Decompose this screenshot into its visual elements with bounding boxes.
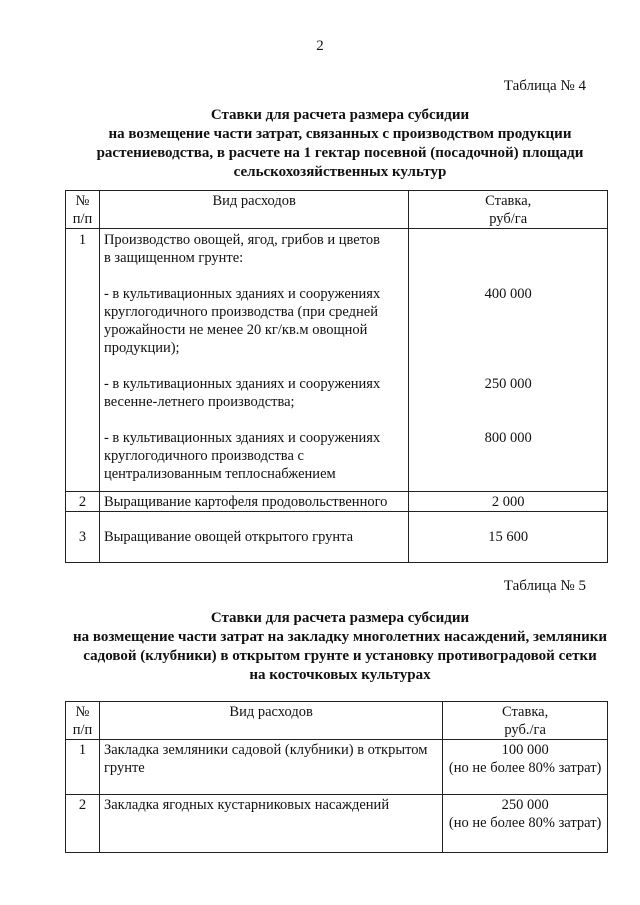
table-row [66,492,608,512]
row-desc [99,740,442,795]
table5 [65,701,608,853]
table4-title [20,106,640,182]
desc-line: круглогодичного производства с [103,448,304,464]
table-row [66,229,608,492]
rate-note: (но не более 80% затрат) [448,760,602,776]
table-row [66,795,608,853]
rate-value: 250 000 [501,797,549,813]
row-num: 2 [66,795,100,853]
row-desc [99,229,408,492]
table5-title-line: садовой (клубники) в открытом грунте и установку противоградовой сетки [83,648,597,664]
desc-line: урожайности не менее 20 кг/кв.м овощной [103,322,368,338]
row-num: 1 [66,740,100,795]
row-rate: 15 600 [409,512,608,563]
table4-header-num [66,191,100,229]
row-rate [443,740,608,795]
header-rate-line: руб/га [489,211,528,227]
header-rate-line: руб./га [504,722,546,738]
table5-header-row [66,702,608,740]
row-rate: 2 000 [409,492,608,512]
page-number: 2 [316,38,324,54]
desc-line: круглогодичного производства (при средней [103,304,378,320]
header-num-line: п/п [72,722,93,738]
rate-note: (но не более 80% затрат) [448,815,602,831]
row-num: 2 [66,492,100,512]
desc-line: грунте [103,760,145,776]
desc-line: продукции); [103,340,180,356]
table4 [65,190,608,563]
table4-header-row [66,191,608,229]
table4-header-kind: Вид расходов [99,191,408,229]
table5-header-kind: Вид расходов [99,702,442,740]
header-rate-line: Ставка, [502,704,549,720]
row-desc: Выращивание картофеля продовольственного [99,492,408,512]
desc-line: Закладка земляники садовой (клубники) в открытом [103,742,428,758]
row-rate [443,795,608,853]
desc-line: - в культивационных зданиях и сооружениях [103,430,381,446]
table-row [66,512,608,563]
header-num-line: № [75,704,90,720]
table4-title-line: Ставки для расчета размера субсидии [210,107,470,123]
table5-label: Таблица № 5 [503,578,586,594]
rate-value: 250 000 [484,376,532,392]
header-rate-line: Ставка, [485,193,532,209]
row-desc: Выращивание овощей открытого грунта [99,512,408,563]
desc-line: - в культивационных зданиях и сооружениях [103,286,381,302]
row-desc [99,795,442,853]
table5-title-line: на возмещение части затрат на закладку многолетних насаждений, земляники [72,629,608,645]
table5-title-line: Ставки для расчета размера субсидии [210,610,470,626]
table4-header-rate [409,191,608,229]
table5-header-rate [443,702,608,740]
header-num-line: п/п [72,211,93,227]
rate-value: 100 000 [501,742,549,758]
table5-title-line: на косточковых культурах [249,667,431,683]
rate-value: 800 000 [484,430,532,446]
table4-title-line: растениеводства, в расчете на 1 гектар посевной (посадочной) площади [96,145,584,161]
desc-line: весенне-летнего производства; [103,394,295,410]
table5-header-num [66,702,100,740]
desc-line: - в культивационных зданиях и сооружениях [103,376,381,392]
table4-title-line: сельскохозяйственных культур [233,164,447,180]
row-rate [409,229,608,492]
desc-line: в защищенном грунте: [103,250,244,266]
row-num: 1 [66,229,100,492]
table-row [66,740,608,795]
table5-title [20,609,640,685]
desc-line: централизованным теплоснабжением [103,466,336,482]
table4-title-line: на возмещение части затрат, связанных с производством продукции [108,126,572,142]
row-num: 3 [66,512,100,563]
desc-line: Производство овощей, ягод, грибов и цветов [103,232,380,248]
table4-label: Таблица № 4 [503,78,586,94]
desc-line: Закладка ягодных кустарниковых насаждений [103,797,390,813]
header-num-line: № [75,193,90,209]
rate-value: 400 000 [484,286,532,302]
